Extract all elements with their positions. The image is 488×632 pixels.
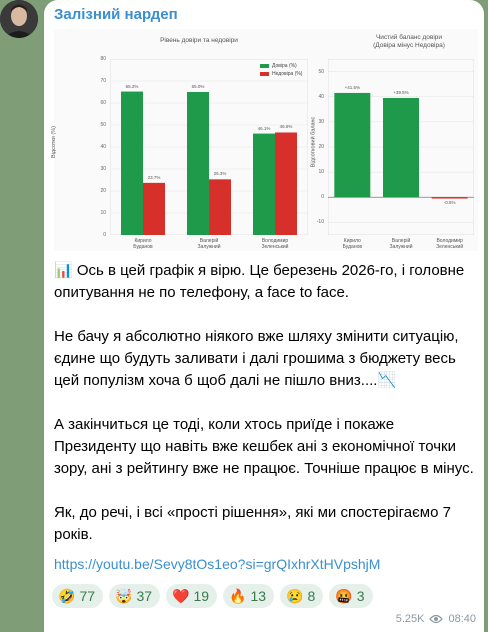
fire-emoji-icon: 🔥 xyxy=(229,588,247,604)
chart-2-category-label: Валерій Залужний xyxy=(389,238,413,250)
chart-1-title: Рівень довіри та недовіри xyxy=(160,37,238,44)
chart-2-data-label: +39.5% xyxy=(393,89,409,95)
chart-2-category-label: Кирило Буданов xyxy=(342,238,363,250)
reaction-rofl[interactable] xyxy=(52,584,103,608)
reaction-angry[interactable] xyxy=(329,584,372,608)
message-time: 08:40 xyxy=(448,613,476,625)
chart-2-ytick: 50 xyxy=(318,68,324,75)
message-bubble xyxy=(44,0,484,632)
legend-item-distrust: Недовіра (%) xyxy=(260,71,302,77)
reaction-count: 3 xyxy=(356,588,365,604)
chart-1-ytick: 10 xyxy=(100,210,106,216)
chart-1-data-label: 46.6% xyxy=(279,124,293,130)
eye-icon xyxy=(429,614,443,624)
chart-2-data-label: -0.5% xyxy=(443,200,456,206)
chart-1-ytick: 60 xyxy=(100,100,106,106)
reaction-count: 8 xyxy=(307,588,316,604)
chart-2-ytick: 10 xyxy=(318,169,324,176)
negative-balance-bar xyxy=(432,197,468,198)
chart-1-data-label: 65.0% xyxy=(191,84,205,89)
chart-1-category-label: Валерій Залужний xyxy=(197,238,221,250)
chart-1-ylabel: Відсотки (%) xyxy=(50,126,57,158)
chart-2-ytick: 40 xyxy=(318,93,324,100)
youtube-link[interactable]: https://youtu.be/Sevy8tOs1eo?si=grQIxhrXtHVpshjM xyxy=(54,556,381,572)
chart-2-ytick: 0 xyxy=(321,194,324,201)
chart-1-category-label: Володимир Зеленський xyxy=(261,238,289,250)
message-paragraph-4: Як, до речі, і всі «прості рішення», які ми спостерігаємо 7 років. xyxy=(54,504,451,543)
chart-1-ytick: 50 xyxy=(100,122,106,128)
chart-1-ytick: 80 xyxy=(100,56,106,62)
chart-1-data-label: 46.1% xyxy=(257,125,271,131)
trust-bar xyxy=(187,92,209,235)
message-paragraph-3: А закінчиться це тоді, коли хтось приїде і покаже Президенту що навіть вже кешбек ані з економічної точки зору, ані з рейтингу вже не працює. Точніше працює в мінус. xyxy=(54,416,474,477)
chart-1-data-label: 23.7% xyxy=(147,174,161,180)
chart-2-category-label: Володимир Зеленський xyxy=(436,238,464,250)
reaction-mind-blown[interactable] xyxy=(109,584,160,608)
chart-1-ytick: 40 xyxy=(100,144,106,150)
chart-1-ytick: 20 xyxy=(100,188,106,194)
positive-balance-bar xyxy=(383,98,419,197)
trust-bar xyxy=(253,134,275,235)
chart-1-ytick: 30 xyxy=(100,166,106,172)
message-meta xyxy=(396,613,476,625)
distrust-bar xyxy=(143,183,165,235)
rofl-emoji-icon: 🤣 xyxy=(58,588,76,604)
distrust-bar xyxy=(275,132,297,235)
reaction-count: 77 xyxy=(79,588,96,604)
angry-emoji-icon: 🤬 xyxy=(335,588,353,604)
chart-2-title: Чистий баланс довіри (Довіра мінус Недовіра) xyxy=(373,34,445,49)
mind-blown-emoji-icon: 🤯 xyxy=(115,588,133,604)
reaction-count: 13 xyxy=(250,588,267,604)
chart-2-ytick: -10 xyxy=(316,219,324,226)
chart-2-ylabel: Відсотковий баланс xyxy=(310,116,317,168)
reaction-fire[interactable] xyxy=(223,584,274,608)
reaction-count: 19 xyxy=(193,588,210,604)
chart-image[interactable] xyxy=(50,29,478,251)
reaction-crying[interactable] xyxy=(280,584,323,608)
chart-1-ytick: 70 xyxy=(100,78,106,84)
positive-balance-bar xyxy=(334,93,370,197)
chart-1-ytick: 0 xyxy=(103,232,106,238)
message-text xyxy=(54,260,474,568)
view-count: 5.25K xyxy=(395,613,425,625)
reaction-heart[interactable] xyxy=(166,584,217,608)
trust-bar xyxy=(121,92,143,235)
chart-1-legend xyxy=(260,63,302,79)
chart-2-ytick: 20 xyxy=(318,144,324,150)
legend-item-trust: Довіра (%) xyxy=(260,63,302,69)
chart-1-category-label: Кирило Буданов xyxy=(133,238,153,250)
message-paragraph-1: 📊 Ось в цей графік я вірю. Це березень 2026-го, і головне опитування не по телефону, а face to face. xyxy=(54,262,465,301)
reactions-bar xyxy=(52,584,373,608)
chart-1-data-label: 25.3% xyxy=(213,171,227,177)
message-paragraph-2: Не бачу я абсолютно ніякого вже шляху змінити ситуацію, єдине що будуть заливати і далі грошима з бюджету весь цей популізм хоча б щоб далі не пішло вниз....📉 xyxy=(54,328,459,389)
heart-emoji-icon: ❤️ xyxy=(172,588,190,604)
chart-2-data-label: +41.5% xyxy=(344,84,361,90)
distrust-bar xyxy=(209,179,231,235)
chart-1-data-label: 65.2% xyxy=(125,83,139,89)
reaction-count: 37 xyxy=(136,588,153,604)
channel-name[interactable]: Залізний нардеп xyxy=(54,6,178,23)
crying-emoji-icon: 😢 xyxy=(286,588,304,604)
chart-2-ytick: 30 xyxy=(318,118,324,125)
channel-avatar[interactable] xyxy=(0,0,38,38)
